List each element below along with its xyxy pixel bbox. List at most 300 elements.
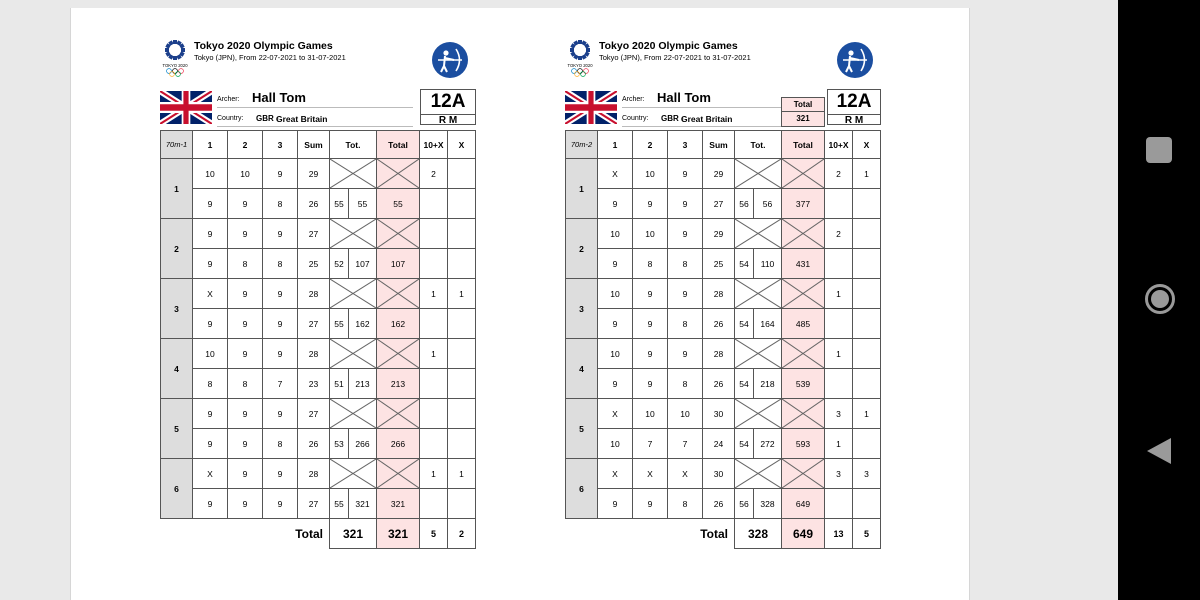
arrow-2: 9 [633, 489, 668, 519]
footer-ten-x: 13 [825, 519, 853, 549]
uk-flag-icon [565, 91, 617, 124]
cross-out-mark [782, 279, 824, 308]
cross-out-mark [330, 279, 376, 308]
arrow-1-header: 1 [193, 131, 228, 159]
crossed-tot-cell [735, 279, 782, 309]
event-subtitle: Tokyo (JPN), From 22-07-2021 to 31-07-2021 [194, 53, 346, 62]
archer-underline [217, 107, 413, 108]
arrow-3: 10 [668, 399, 703, 429]
ten-x-count: 2 [825, 159, 853, 189]
running-tot: 218 [754, 369, 782, 399]
crossed-total-cell [782, 279, 825, 309]
arrow-1: 9 [193, 489, 228, 519]
arrow-1: 9 [598, 189, 633, 219]
arrow-1: 10 [598, 219, 633, 249]
crossed-total-cell [782, 399, 825, 429]
end-sum: 23 [298, 369, 330, 399]
arrow-3: 9 [263, 219, 298, 249]
arrow-1: 9 [193, 399, 228, 429]
tokyo-2020-logo [160, 38, 190, 78]
scorecard-70m-1 [160, 38, 476, 558]
cross-out-mark [735, 399, 781, 428]
target-number: 12A [430, 91, 466, 112]
target-box [420, 89, 476, 125]
footer-row [161, 519, 476, 549]
arrow-2: 10 [633, 219, 668, 249]
arrow-3: 9 [668, 159, 703, 189]
x-count [853, 369, 881, 399]
x-count [853, 279, 881, 309]
cross-out-mark [735, 279, 781, 308]
pair-sum: 55 [330, 489, 349, 519]
event-title: Tokyo 2020 Olympic Games [599, 40, 738, 52]
arrow-2: 8 [228, 369, 263, 399]
arrow-2: 9 [228, 459, 263, 489]
event-title: Tokyo 2020 Olympic Games [194, 40, 333, 52]
end-3-row-1 [161, 279, 476, 309]
cross-out-mark [330, 399, 376, 428]
end-sum: 27 [298, 219, 330, 249]
svg-text:TOKYO 2020: TOKYO 2020 [567, 63, 593, 68]
end-2-row-2 [566, 249, 881, 279]
end-5-row-2 [161, 429, 476, 459]
total-header: Total [782, 131, 825, 159]
target-number: 12A [836, 91, 872, 112]
cross-out-mark [377, 459, 419, 488]
end-5-row-2 [566, 429, 881, 459]
end-number: 2 [161, 219, 193, 279]
cross-out-mark [330, 339, 376, 368]
header-row [566, 131, 881, 159]
arrow-3-header: 3 [263, 131, 298, 159]
end-sum: 29 [298, 159, 330, 189]
running-tot: 55 [349, 189, 377, 219]
cross-out-mark [377, 339, 419, 368]
ten-x-count: 1 [825, 279, 853, 309]
cross-out-mark [782, 339, 824, 368]
arrow-1: 9 [598, 309, 633, 339]
arrow-1: 10 [598, 279, 633, 309]
end-1-row-1 [566, 159, 881, 189]
x-count [448, 489, 476, 519]
home-icon[interactable] [1145, 284, 1175, 314]
end-number: 3 [161, 279, 193, 339]
x-count [448, 339, 476, 369]
ten-x-count: 3 [825, 399, 853, 429]
end-6-row-1 [566, 459, 881, 489]
end-sum: 26 [703, 309, 735, 339]
crossed-total-cell [377, 219, 420, 249]
x-count [853, 249, 881, 279]
arrow-1: 9 [193, 429, 228, 459]
arrow-3: 9 [263, 279, 298, 309]
tot-header: Tot. [330, 131, 377, 159]
arrow-1: 9 [598, 249, 633, 279]
ten-x-count: 1 [420, 339, 448, 369]
arrow-3: 9 [263, 339, 298, 369]
category: R M [828, 114, 880, 125]
arrow-3: 7 [668, 429, 703, 459]
arrow-2-header: 2 [228, 131, 263, 159]
crossed-total-cell [782, 339, 825, 369]
ten-x-count: 3 [825, 459, 853, 489]
arrow-3: 9 [263, 309, 298, 339]
cross-out-mark [377, 159, 419, 188]
arrow-3: 8 [668, 249, 703, 279]
arrow-3: 9 [263, 459, 298, 489]
footer-x: 5 [853, 519, 881, 549]
arrow-2: 9 [633, 369, 668, 399]
arrow-2: X [633, 459, 668, 489]
running-total: 485 [782, 309, 825, 339]
x-count [448, 399, 476, 429]
x-count [853, 189, 881, 219]
ten-x-count [420, 309, 448, 339]
distance-label: 70m-2 [566, 131, 598, 159]
cross-out-mark [330, 159, 376, 188]
x-count: 1 [448, 279, 476, 309]
running-tot: 266 [349, 429, 377, 459]
cross-out-mark [782, 399, 824, 428]
total-label: Total [295, 526, 323, 541]
running-total: 107 [377, 249, 420, 279]
arrow-3: 9 [263, 399, 298, 429]
crossed-tot-cell [330, 399, 377, 429]
end-sum: 26 [298, 429, 330, 459]
arrow-2: 9 [228, 429, 263, 459]
x-count [448, 159, 476, 189]
country-name: Great Britain [276, 114, 328, 124]
running-tot: 56 [754, 189, 782, 219]
end-1-row-1 [161, 159, 476, 189]
arrow-3: 8 [668, 309, 703, 339]
cross-out-mark [782, 159, 824, 188]
x-header: X [448, 131, 476, 159]
crossed-tot-cell [330, 159, 377, 189]
arrow-2: 10 [633, 399, 668, 429]
arrow-1: 9 [598, 489, 633, 519]
end-6-row-1 [161, 459, 476, 489]
crossed-tot-cell [735, 399, 782, 429]
previous-total-value: 321 [796, 114, 810, 123]
running-total: 593 [782, 429, 825, 459]
running-total: 321 [377, 489, 420, 519]
x-count: 1 [853, 159, 881, 189]
arrow-2: 7 [633, 429, 668, 459]
archery-pictogram-icon [432, 42, 468, 78]
running-tot: 162 [349, 309, 377, 339]
end-4-row-1 [161, 339, 476, 369]
end-number: 1 [566, 159, 598, 219]
arrow-3: 9 [668, 189, 703, 219]
arrow-1: X [193, 279, 228, 309]
end-1-row-2 [566, 189, 881, 219]
arrow-1: 10 [193, 339, 228, 369]
pair-sum: 55 [330, 309, 349, 339]
ten-x-count [825, 369, 853, 399]
ten-x-count [420, 249, 448, 279]
arrow-2: 9 [633, 279, 668, 309]
running-tot: 110 [754, 249, 782, 279]
ten-x-count [825, 189, 853, 219]
ten-x-count: 2 [825, 219, 853, 249]
arrow-2: 9 [228, 189, 263, 219]
end-number: 2 [566, 219, 598, 279]
crossed-total-cell [377, 399, 420, 429]
end-sum: 27 [298, 399, 330, 429]
back-icon[interactable] [1147, 438, 1171, 464]
x-count: 1 [448, 459, 476, 489]
running-tot: 107 [349, 249, 377, 279]
cross-out-mark [735, 159, 781, 188]
ten-x-count: 1 [420, 459, 448, 489]
crossed-total-cell [377, 339, 420, 369]
crossed-tot-cell [735, 459, 782, 489]
cross-out-mark [330, 219, 376, 248]
previous-total-box [781, 97, 825, 127]
category: R M [421, 114, 475, 125]
end-2-row-1 [161, 219, 476, 249]
footer-tot: 321 [330, 519, 377, 549]
crossed-tot-cell [330, 219, 377, 249]
crossed-tot-cell [330, 279, 377, 309]
ten-x-count: 1 [420, 279, 448, 309]
svg-text:TOKYO 2020: TOKYO 2020 [162, 63, 188, 68]
arrow-1: X [598, 459, 633, 489]
pair-sum: 56 [735, 489, 754, 519]
footer-ten-x: 5 [420, 519, 448, 549]
crossed-tot-cell [735, 159, 782, 189]
country-code: GBR - [661, 114, 684, 123]
arrow-2-header: 2 [633, 131, 668, 159]
ten-x-count: 2 [420, 159, 448, 189]
running-tot: 328 [754, 489, 782, 519]
arrow-2: 9 [633, 339, 668, 369]
x-count [853, 429, 881, 459]
pair-sum: 54 [735, 309, 754, 339]
ten-x-count [420, 489, 448, 519]
end-sum: 29 [703, 159, 735, 189]
end-2-row-2 [161, 249, 476, 279]
arrow-3: X [668, 459, 703, 489]
end-sum: 27 [703, 189, 735, 219]
end-sum: 25 [703, 249, 735, 279]
ten-x-count [825, 489, 853, 519]
country-name: Great Britain [681, 114, 733, 124]
x-count [853, 339, 881, 369]
x-count [853, 309, 881, 339]
end-4-row-2 [161, 369, 476, 399]
event-subtitle: Tokyo (JPN), From 22-07-2021 to 31-07-2021 [599, 53, 751, 62]
end-sum: 30 [703, 459, 735, 489]
country-underline [217, 126, 413, 127]
end-sum: 26 [703, 369, 735, 399]
cross-out-mark [735, 459, 781, 488]
pair-sum: 56 [735, 189, 754, 219]
running-tot: 321 [349, 489, 377, 519]
pair-sum: 51 [330, 369, 349, 399]
arrow-3: 8 [263, 249, 298, 279]
target-box [827, 89, 881, 125]
previous-total-label: Total [782, 98, 824, 112]
cross-out-mark [782, 459, 824, 488]
x-count [448, 249, 476, 279]
running-tot: 164 [754, 309, 782, 339]
archer-label: Archer: [217, 96, 240, 103]
pair-sum: 54 [735, 429, 754, 459]
end-sum: 29 [703, 219, 735, 249]
ten-x-count [825, 309, 853, 339]
end-4-row-1 [566, 339, 881, 369]
x-count: 1 [853, 399, 881, 429]
end-sum: 27 [298, 489, 330, 519]
end-5-row-1 [161, 399, 476, 429]
x-count [448, 189, 476, 219]
arrow-3: 9 [263, 489, 298, 519]
end-sum: 30 [703, 399, 735, 429]
end-3-row-2 [566, 309, 881, 339]
running-total: 213 [377, 369, 420, 399]
sum-header: Sum [298, 131, 330, 159]
running-total: 377 [782, 189, 825, 219]
country-label: Country: [622, 115, 649, 122]
running-total: 55 [377, 189, 420, 219]
arrow-1: 8 [193, 369, 228, 399]
arrow-1: X [598, 159, 633, 189]
end-sum: 26 [703, 489, 735, 519]
arrow-2: 8 [633, 249, 668, 279]
end-sum: 24 [703, 429, 735, 459]
arrow-1: 9 [193, 249, 228, 279]
arrow-3-header: 3 [668, 131, 703, 159]
crossed-tot-cell [330, 459, 377, 489]
cross-out-mark [377, 279, 419, 308]
archer-label: Archer: [622, 96, 645, 103]
distance-label: 70m-1 [161, 131, 193, 159]
arrow-2: 9 [633, 189, 668, 219]
cross-out-mark [330, 459, 376, 488]
arrow-2: 9 [633, 309, 668, 339]
pair-sum: 54 [735, 249, 754, 279]
scorecard-70m-2 [565, 38, 881, 558]
arrow-2: 9 [228, 339, 263, 369]
running-total: 649 [782, 489, 825, 519]
cross-out-mark [377, 219, 419, 248]
arrow-3: 9 [263, 159, 298, 189]
footer-total: 649 [782, 519, 825, 549]
running-total: 266 [377, 429, 420, 459]
arrow-1: 9 [598, 369, 633, 399]
country-code: GBR - [256, 114, 279, 123]
end-2-row-1 [566, 219, 881, 249]
country-label: Country: [217, 115, 244, 122]
end-6-row-2 [566, 489, 881, 519]
end-sum: 28 [298, 459, 330, 489]
arrow-1: 10 [598, 339, 633, 369]
tot-header: Tot. [735, 131, 782, 159]
crossed-total-cell [377, 279, 420, 309]
arrow-2: 8 [228, 249, 263, 279]
end-number: 3 [566, 279, 598, 339]
arrow-1: X [598, 399, 633, 429]
arrow-3: 8 [668, 489, 703, 519]
cross-out-mark [377, 399, 419, 428]
running-total: 539 [782, 369, 825, 399]
end-sum: 28 [298, 279, 330, 309]
crossed-tot-cell [735, 219, 782, 249]
arrow-2: 9 [228, 219, 263, 249]
total-label: Total [700, 526, 728, 541]
end-3-row-1 [566, 279, 881, 309]
crossed-total-cell [377, 159, 420, 189]
x-count [448, 219, 476, 249]
arrow-2: 10 [633, 159, 668, 189]
end-number: 6 [161, 459, 193, 519]
ten-x-count: 1 [825, 429, 853, 459]
end-sum: 28 [298, 339, 330, 369]
pair-sum: 53 [330, 429, 349, 459]
end-number: 4 [161, 339, 193, 399]
crossed-tot-cell [735, 339, 782, 369]
x-count [448, 429, 476, 459]
end-number: 4 [566, 339, 598, 399]
ten-x-count: 1 [825, 339, 853, 369]
end-number: 6 [566, 459, 598, 519]
arrow-1: 10 [598, 429, 633, 459]
end-sum: 25 [298, 249, 330, 279]
arrow-1-header: 1 [598, 131, 633, 159]
ten-x-count [420, 369, 448, 399]
arrow-1: X [193, 459, 228, 489]
cross-out-mark [735, 219, 781, 248]
end-number: 1 [161, 159, 193, 219]
arrow-3: 8 [668, 369, 703, 399]
end-number: 5 [161, 399, 193, 459]
arrow-3: 9 [668, 279, 703, 309]
x-count [448, 369, 476, 399]
arrow-1: 10 [193, 159, 228, 189]
x-header: X [853, 131, 881, 159]
arrow-3: 9 [668, 219, 703, 249]
crossed-total-cell [782, 219, 825, 249]
crossed-tot-cell [330, 339, 377, 369]
end-5-row-1 [566, 399, 881, 429]
arrow-3: 8 [263, 429, 298, 459]
x-count: 3 [853, 459, 881, 489]
arrow-1: 9 [193, 309, 228, 339]
ten-x-count [420, 429, 448, 459]
end-sum: 28 [703, 279, 735, 309]
cross-out-mark [735, 339, 781, 368]
running-total: 162 [377, 309, 420, 339]
pair-sum: 55 [330, 189, 349, 219]
archer-name: Hall Tom [252, 90, 306, 105]
footer-row [566, 519, 881, 549]
score-table [565, 130, 881, 549]
arrow-2: 10 [228, 159, 263, 189]
arrow-3: 8 [263, 189, 298, 219]
archer-name: Hall Tom [657, 90, 711, 105]
recent-apps-icon[interactable] [1146, 137, 1172, 163]
total-header: Total [377, 131, 420, 159]
footer-tot: 328 [735, 519, 782, 549]
x-count [448, 309, 476, 339]
ten-x-count [420, 219, 448, 249]
crossed-total-cell [377, 459, 420, 489]
crossed-total-cell [782, 459, 825, 489]
arrow-2: 9 [228, 399, 263, 429]
footer-x: 2 [448, 519, 476, 549]
